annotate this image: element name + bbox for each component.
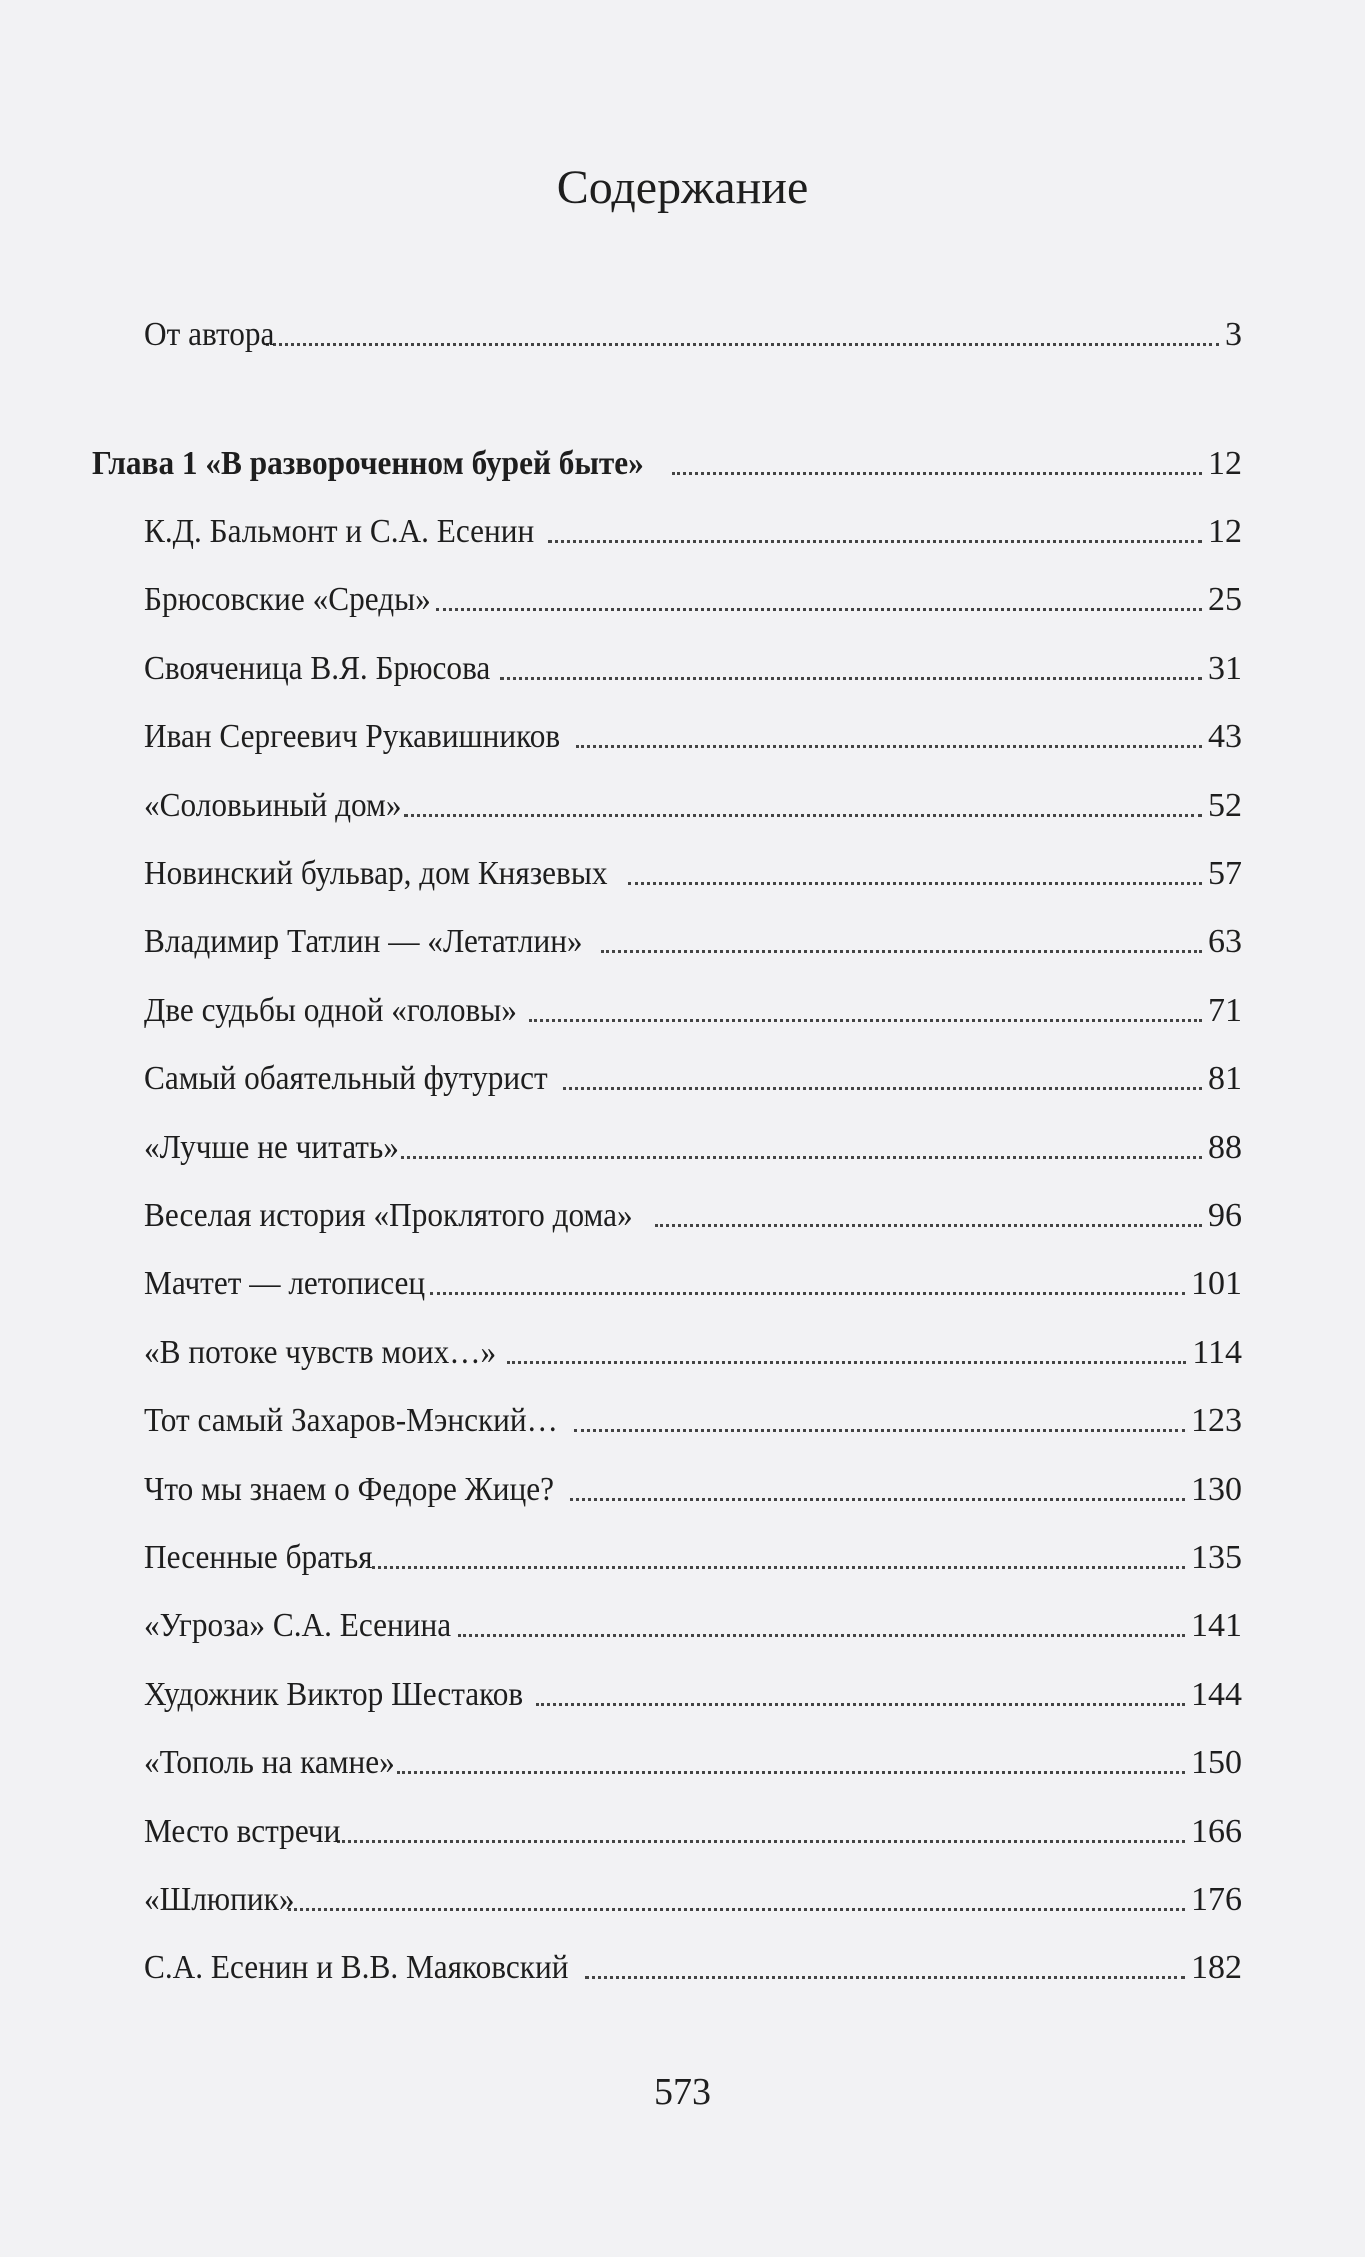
toc-entry-page: 25 — [1208, 581, 1242, 619]
dot-leader — [507, 1361, 1186, 1364]
toc-entry[interactable] — [144, 305, 1242, 355]
toc-entry[interactable] — [144, 844, 1242, 894]
toc-entry-page: 71 — [1208, 991, 1242, 1029]
toc-entry-page: 176 — [1191, 1881, 1242, 1918]
dot-leader — [397, 1771, 1185, 1774]
toc-entry-title: «Угроза» С.А. Есенина — [144, 1607, 452, 1645]
toc-entry[interactable] — [144, 1596, 1242, 1646]
dot-leader — [372, 1566, 1185, 1569]
toc-entry-title: Тот самый Захаров-Мэнский… — [144, 1402, 558, 1440]
toc-entry[interactable] — [144, 981, 1242, 1031]
dot-leader — [601, 950, 1202, 953]
toc-entry-page: 88 — [1208, 1128, 1242, 1166]
toc-entry-title: Веселая история «Проклятого дома» — [144, 1197, 633, 1234]
toc-entry-title: «Тополь на камне» — [144, 1744, 395, 1782]
toc-entry-page: 101 — [1191, 1265, 1242, 1303]
page-number: 573 — [654, 2071, 711, 2113]
toc-entry-title: «Соловьиный дом» — [144, 786, 402, 824]
toc-entry[interactable] — [144, 1460, 1242, 1510]
dot-leader — [430, 1292, 1185, 1295]
toc-entry-title: Владимир Татлин — «Летатлин» — [144, 923, 583, 961]
dot-leader — [500, 677, 1202, 680]
page-title: Содержание — [556, 161, 809, 214]
toc-entry-page: 63 — [1208, 923, 1242, 961]
dot-leader — [655, 1224, 1202, 1227]
toc-entry-page: 114 — [1192, 1333, 1242, 1371]
toc-entry-title: Свояченица В.Я. Брюсова — [144, 649, 491, 687]
dot-leader — [436, 608, 1202, 611]
toc-entry-title: Место встречи — [144, 1812, 341, 1850]
toc-entry-title: От автора — [144, 316, 275, 353]
toc-entry[interactable] — [144, 912, 1242, 962]
toc-entry[interactable] — [144, 1528, 1242, 1578]
toc-entry-page: 96 — [1208, 1197, 1242, 1234]
toc-entry-title: Художник Виктор Шестаков — [144, 1675, 524, 1713]
dot-leader — [404, 814, 1202, 817]
toc-entry-page: 12 — [1208, 445, 1242, 482]
dot-leader — [536, 1703, 1185, 1706]
toc-entry-title: Брюсовские «Среды» — [144, 581, 431, 619]
toc-entry-title: Мачтет — летописец — [144, 1265, 426, 1303]
toc-entry[interactable] — [144, 1733, 1242, 1783]
toc-entry[interactable] — [144, 1186, 1242, 1236]
toc-entry-title: «Шлюпик» — [144, 1881, 295, 1918]
toc-entry-title: Иван Сергеевич Рукавишников — [144, 718, 561, 756]
toc-entry[interactable] — [144, 1665, 1242, 1715]
dot-leader — [458, 1634, 1185, 1637]
toc-entry[interactable] — [144, 1938, 1242, 1988]
dot-leader — [529, 1019, 1202, 1022]
dot-leader — [548, 540, 1202, 543]
toc-entry-page: 3 — [1225, 316, 1242, 353]
toc-entry-page: 43 — [1208, 718, 1242, 756]
toc-entry-title: Глава 1 «В развороченном бурей быте» — [92, 445, 644, 482]
toc-entry-page: 123 — [1191, 1402, 1242, 1440]
dot-leader — [570, 1498, 1185, 1501]
toc-entry-page: 144 — [1191, 1675, 1242, 1713]
dot-leader — [585, 1976, 1185, 1979]
toc-entry-page: 135 — [1191, 1539, 1242, 1576]
dot-leader — [576, 745, 1202, 748]
toc-entry[interactable] — [144, 1391, 1242, 1441]
toc-entry[interactable] — [144, 1049, 1242, 1099]
toc-entry-page: 31 — [1208, 649, 1242, 687]
toc-entry[interactable] — [144, 502, 1242, 552]
toc-entry-page: 150 — [1191, 1744, 1242, 1782]
toc-entry[interactable] — [144, 1870, 1242, 1920]
toc-entry-page: 57 — [1208, 855, 1242, 892]
toc-entry[interactable] — [144, 776, 1242, 826]
toc-entry-page: 81 — [1208, 1060, 1242, 1098]
dot-leader — [574, 1429, 1185, 1432]
toc-entry-title: Самый обаятельный футурист — [144, 1060, 548, 1098]
toc-entry-page: 52 — [1208, 786, 1242, 824]
toc-entry-page: 166 — [1191, 1812, 1242, 1850]
dot-leader — [401, 1156, 1202, 1159]
toc-entry[interactable] — [144, 1802, 1242, 1852]
toc-entry-title: «Лучше не читать» — [144, 1128, 399, 1166]
toc-entry-title: «В потоке чувств моих…» — [144, 1333, 497, 1371]
dot-leader — [288, 1908, 1185, 1911]
toc-entry[interactable] — [144, 1323, 1242, 1373]
toc-entry-title: Две судьбы одной «головы» — [144, 991, 517, 1029]
dot-leader — [337, 1840, 1185, 1843]
toc-entry-page: 141 — [1191, 1607, 1242, 1645]
toc-entry[interactable] — [144, 1254, 1242, 1304]
toc-entry-title: Новинский бульвар, дом Князевых — [144, 855, 608, 892]
dot-leader — [266, 343, 1219, 346]
toc-entry-page: 182 — [1191, 1949, 1242, 1987]
toc-chapter-entry[interactable] — [92, 434, 1242, 484]
toc-entry-title: Песенные братья — [144, 1539, 373, 1576]
toc-entry-title: Что мы знаем о Федоре Жице? — [144, 1470, 554, 1508]
toc-entry[interactable] — [144, 570, 1242, 620]
toc-entry-title: К.Д. Бальмонт и С.А. Есенин — [144, 513, 535, 550]
toc-entry-page: 130 — [1191, 1470, 1242, 1508]
toc-entry-page: 12 — [1208, 513, 1242, 550]
toc-entry[interactable] — [144, 639, 1242, 689]
toc-entry[interactable] — [144, 707, 1242, 757]
dot-leader — [672, 472, 1202, 475]
dot-leader — [628, 882, 1202, 885]
toc-entry-title: С.А. Есенин и В.В. Маяковский — [144, 1949, 569, 1987]
toc-entry[interactable] — [144, 1118, 1242, 1168]
dot-leader — [563, 1087, 1202, 1090]
